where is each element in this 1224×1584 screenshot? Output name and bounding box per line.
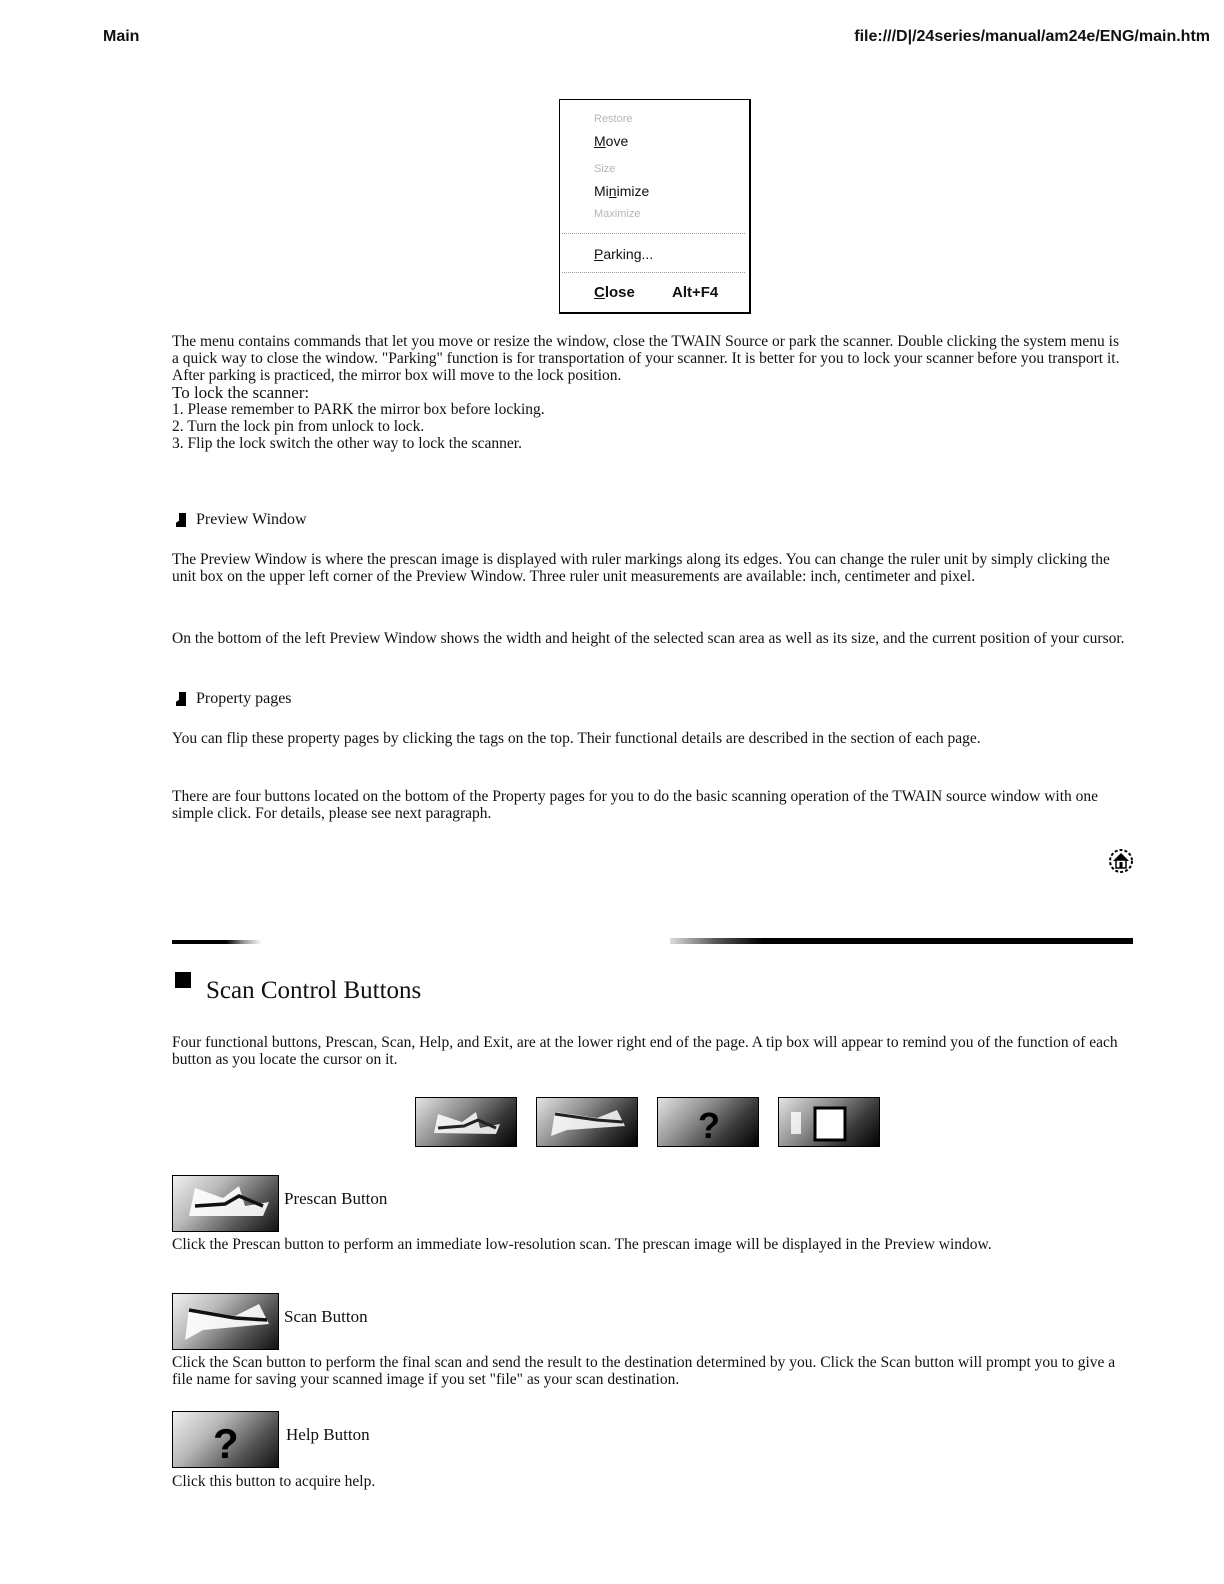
exit-toolbar-button[interactable] <box>778 1097 880 1147</box>
menu-item-restore: Restore <box>594 113 633 125</box>
scan-button-image[interactable] <box>172 1293 279 1350</box>
help-glyph: ? <box>698 1105 720 1146</box>
menu-description-text: The menu contains commands that let you move or resize the window, close the TWAIN Source or park the scanner. Double clicking the system menu is a quick way to close the window. "Parking" function is for transportation of your scanner. It is better for you to lock your scanner before you transport it. After parking is practiced, the mirror box will move to the lock position. <box>172 333 1120 384</box>
menu-item-maximize: Maximize <box>594 208 641 220</box>
help-glyph: ? <box>213 1420 239 1467</box>
preview-window-p1-text: The Preview Window is where the prescan image is displayed with ruler markings along its edges. You can change the ruler unit by simply clicking the unit box on the upper left corner of the Preview Window. Three ruler unit measurements are available: inch, centimeter and pixel. <box>172 551 1110 585</box>
scan-icon <box>537 1098 638 1147</box>
preview-window-p2-text: On the bottom of the left Preview Window shows the width and height of the selected scan area as well as its size, and the current position of your cursor. <box>172 630 1125 647</box>
help-icon <box>173 1412 279 1468</box>
scan-button-label: Scan Button <box>284 1307 368 1326</box>
menu-description <box>172 333 1127 452</box>
home-icon[interactable] <box>1108 848 1134 874</box>
help-toolbar-button[interactable] <box>657 1097 759 1147</box>
prescan-description <box>172 1236 1127 1253</box>
property-pages-p1 <box>172 730 1127 747</box>
menu-separator <box>562 233 745 234</box>
help-icon <box>658 1098 759 1147</box>
prescan-icon <box>416 1098 517 1147</box>
section-bullet <box>175 972 191 988</box>
menu-item-parking[interactable]: Parking... <box>594 246 654 262</box>
menu-separator <box>562 272 745 273</box>
divider <box>670 938 1133 944</box>
scan-toolbar-button[interactable] <box>536 1097 638 1147</box>
lock-step: 3. Flip the lock switch the other way to lock the scanner. <box>172 435 522 452</box>
help-button-label: Help Button <box>286 1425 370 1444</box>
preview-window-p2 <box>172 630 1127 647</box>
property-pages-p2-text: There are four buttons located on the bottom of the Property pages for you to do the basic scanning operation of the TWAIN source window with one simple click. For details, please see next paragraph. <box>172 788 1099 822</box>
menu-accelerator-close: Alt+F4 <box>672 284 719 301</box>
scan-control-intro-text: Four functional buttons, Prescan, Scan, Help, and Exit, are at the lower right end of the page. A tip box will appear to remind you of the function of each button as you locate the cursor on it. <box>172 1034 1118 1068</box>
system-menu <box>559 99 751 314</box>
preview-window-heading-text: Preview Window <box>196 511 307 528</box>
scan-icon <box>173 1294 279 1350</box>
preview-window-p1 <box>172 551 1127 585</box>
pointer-icon <box>172 513 190 527</box>
menu-item-move[interactable]: Move <box>594 133 629 149</box>
menu-item-minimize[interactable]: Minimize <box>594 183 650 199</box>
prescan-description-text: Click the Prescan button to perform an immediate low-resolution scan. The prescan image will be displayed in the Preview window. <box>172 1236 992 1253</box>
property-pages-heading <box>172 690 292 708</box>
scan-button-row <box>415 1097 880 1147</box>
lock-step: 2. Turn the lock pin from unlock to lock. <box>172 418 425 435</box>
prescan-button-image[interactable] <box>172 1175 279 1232</box>
header-url: file:///D|/24series/manual/am24e/ENG/main.htm <box>854 28 1210 45</box>
lock-heading: To lock the scanner: <box>172 383 310 402</box>
lock-step: 1. Please remember to PARK the mirror box before locking. <box>172 401 545 418</box>
divider <box>172 940 262 944</box>
property-pages-p1-text: You can flip these property pages by clicking the tags on the top. Their functional details are described in the section of each page. <box>172 730 981 747</box>
menu-item-close[interactable]: Close <box>594 284 635 301</box>
prescan-button-label: Prescan Button <box>284 1189 388 1208</box>
header-title: Main <box>103 28 140 45</box>
preview-window-heading <box>172 511 307 529</box>
scan-control-intro <box>172 1034 1127 1068</box>
scan-description-text: Click the Scan button to perform the final scan and send the result to the destination determined by you. Click the Scan button will prompt you to give a file name for saving your scanned image if you set "file" as your scan destination. <box>172 1354 1116 1388</box>
menu-item-size: Size <box>594 163 616 175</box>
property-pages-heading-text: Property pages <box>196 690 292 707</box>
property-pages-p2 <box>172 788 1127 822</box>
prescan-icon <box>173 1176 279 1232</box>
section-title: Scan Control Buttons <box>206 977 422 1004</box>
help-button-image[interactable] <box>172 1411 279 1468</box>
prescan-toolbar-button[interactable] <box>415 1097 517 1147</box>
exit-icon <box>779 1098 880 1147</box>
scan-description <box>172 1354 1127 1388</box>
help-description-text: Click this button to acquire help. <box>172 1473 376 1490</box>
help-description <box>172 1473 1127 1490</box>
pointer-icon <box>172 692 190 706</box>
